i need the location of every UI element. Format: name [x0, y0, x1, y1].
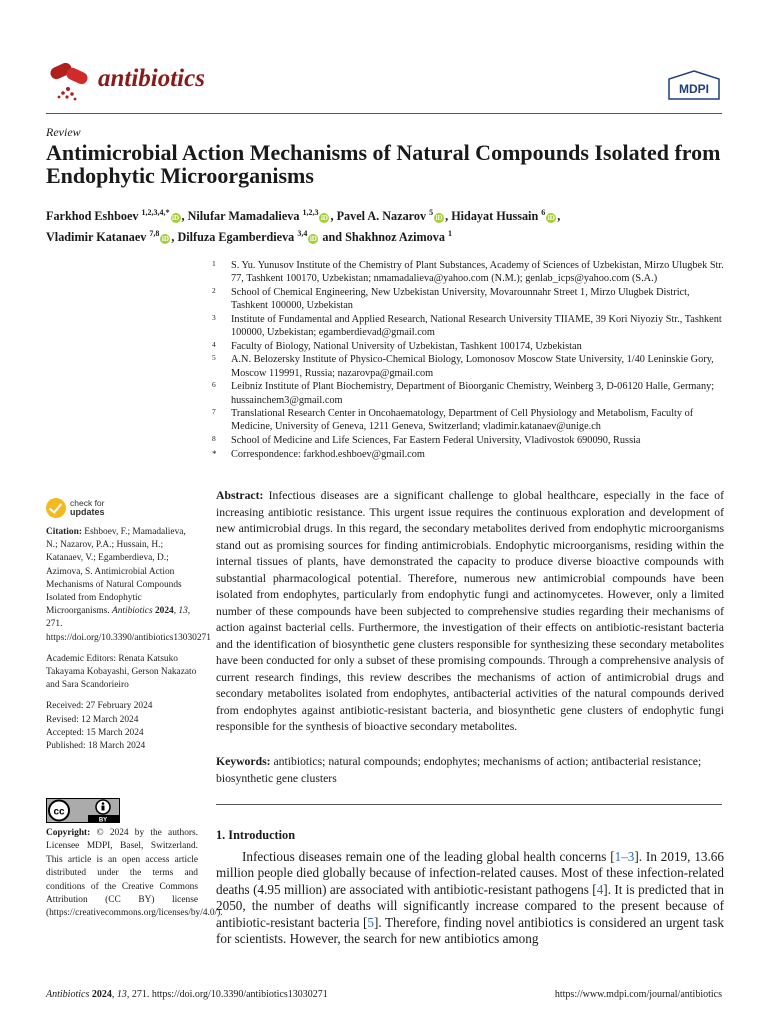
published-date: Published: 18 March 2024: [46, 741, 146, 752]
author-affiliation-marker: 7,8: [149, 229, 160, 239]
section-heading: 1. Introduction: [216, 828, 296, 842]
mdpi-logo-text: MDPI: [679, 82, 709, 96]
author-affiliation-marker: 1,2,3: [302, 208, 319, 217]
author-name[interactable]: Dilfuza Egamberdieva: [177, 230, 295, 245]
check-for-updates-button[interactable]: [46, 497, 136, 521]
affiliation-item: [212, 407, 726, 433]
correspondence-item: [212, 448, 726, 461]
journal-name: antibiotics: [98, 65, 205, 92]
author-list: Farkhod Eshboev $^{1,2,3,4,*}$iD , Nilufar Mamadalieva $^{1,2,3}$iD , Pavel A. Nazarov $^5$iD , Hidayat Hussain $^6$iD , Vladimir Katanaev $^{7,8}$iD , Dilfuza Egamberdieva $^{3,4}$iD and Shakhnoz Azimova $^1$: [46, 208, 561, 245]
affiliation-item: [212, 259, 726, 285]
sidebar: [46, 526, 211, 753]
copyright-text: © 2024 by the authors. Licensee MDPI, Basel, Switzerland. This article is an open access article distributed under the terms and conditions of the Creative Commons Attribution (CC BY) license (https://creativecommons.org/licenses/by/4.0/).: [46, 828, 223, 919]
citation-journal: Antibiotics: [111, 606, 153, 617]
affiliation-item: [212, 380, 726, 406]
citation-text: Eshboev, F.; Mamadalieva, N.; Nazarov, P.A.; Hussain, H.; Katanaev, V.; Egamberdieva, D.; Azimova, S. Antimicrobial Action Mechanisms of Natural Compounds Isolated from Endophytic Microorganisms.: [46, 527, 186, 617]
orcid-icon[interactable]: iD: [172, 214, 179, 223]
intro-text: ]. In 2019, 13.66 million people died globally because of infection-related causes. Most of these infection-related deaths (4.95 million) are associated with antibiotic-resistant pathogens [: [216, 849, 724, 897]
citation-year: 2024: [154, 606, 174, 617]
orcid-icon[interactable]: iD: [320, 214, 328, 223]
affiliation-number: 1: [212, 259, 216, 268]
intro-text: Infectious diseases remain one of the leading global health concerns [: [242, 849, 615, 864]
author-name[interactable]: Nilufar Mamadalieva: [187, 209, 300, 224]
check-updates-line1: check for: [70, 498, 105, 508]
citation-doi-link[interactable]: 271. https://doi.org/10.3390/antibiotics13030271: [46, 619, 211, 643]
affiliation-text: Translational Research Center in Oncohaematology, Department of Cell Physiology and Metabolism, Faculty of Medicine, University of Geneva, 1211 Geneva, Switzerland; vladimir.katanaev@unige.ch: [231, 408, 694, 433]
citation-link[interactable]: 1–3: [614, 849, 635, 864]
abstract-text: Infectious diseases are a significant challenge to global healthcare, especially in the face of increasing antibiotic resistance. This urgent issue requires the continuous exploration and development of new antimicrobial drugs. In this regard, the secondary metabolites derived from endophytic microorganisms stand out as promising sources for finding antimicrobials. Endophytic microorganisms, residing within the internal tissues of plants, have demonstrated the capacity to produce diverse bioactive compounds with substantial pharmacological potential. Therefore, numerous new antimicrobial compounds have been isolated from endophytes, particularly from endophytic fungi and actinomycetes. However, only a limited number of these compounds have been subjected to comprehensive studies regarding their mechanisms of action against bacterial cells. Furthermore, the investigation of their effects on antibiotic-resistant bacteria and the identification of biosynthetic gene clusters responsible for synthesizing these secondary metabolites have been conducted for only a subset of these promising compounds. Through a comprehensive analysis of current research findings, this review describes the mechanisms of action of antimicrobial drugs and secondary metabolites isolated from endophytes, antibacterial activities of the natural compounds derived from endophytes against antibiotic-resistant bacteria, and biosynthetic gene clusters of endophytic fungi responsible for the synthesis of bioactive secondary metabolites.: [216, 489, 724, 733]
affiliation-item: [212, 434, 726, 447]
intro-text: ]. Therefore, finding novel antibiotics is considered an urgent task for scientists. However, the search for new antibiotics among: [216, 914, 724, 947]
author-name[interactable]: Shakhnoz Azimova: [345, 230, 445, 245]
mdpi-logo-icon[interactable]: [668, 70, 720, 100]
author-name[interactable]: Pavel A. Nazarov: [336, 209, 427, 224]
affiliation-number: 2: [212, 285, 216, 295]
cc-by-label: BY: [98, 817, 108, 823]
revised-date: Revised: 12 March 2024: [46, 714, 139, 725]
svg-text:cc: cc: [53, 806, 65, 818]
intro-text: ]. It is predicted that in 2050, the number of deaths will significantly increase compared to the present because of antibiotic-resistant bacteria [: [216, 881, 724, 930]
affiliation-number: 5: [212, 353, 216, 363]
footer-journal: Antibiotics: [46, 989, 90, 1000]
affiliation-text: A.N. Belozersky Institute of Physico-Chemical Biology, Lomonosov Moscow State University, 1/40 Leninskie Gory, Moscow 119991, Russia; nazarovpa@gmail.com: [231, 354, 714, 379]
footer-volume: 13: [116, 989, 127, 1000]
check-updates-line2: updates: [70, 507, 105, 517]
copyright-label: Copyright:: [46, 828, 91, 838]
affiliation-number: 8: [212, 434, 216, 444]
affiliation-item: [212, 353, 726, 379]
affiliation-text: School of Chemical Engineering, New Uzbekistan University, Movarounnahr Street 1, Mirzo Ulugbek District, Tashkent 100000, Uzbekistan: [231, 286, 690, 312]
article-type: Review: [46, 125, 81, 139]
affiliation-number: 4: [212, 339, 216, 349]
affiliation-text: S. Yu. Yunusov Institute of the Chemistry of Plant Substances, Academy of Sciences of Uzbekistan, Mirzo Ulugbek Str. 77, Tashkent 100170, Uzbekistan; nmamadalieva@yahoo.com (N.M.); genlab_icps@yahoo.com (S.A.): [231, 260, 724, 285]
introduction-paragraph: [216, 849, 724, 947]
affiliation-text: Leibniz Institute of Plant Biochemistry, Department of Bioorganic Chemistry, Weinberg 3, D-06120 Halle, Germany; hussainchem3@gmail.com: [231, 381, 715, 406]
citation-volume: 13: [178, 606, 188, 617]
abstract-label: Abstract:: [216, 489, 264, 502]
author-name[interactable]: Hidayat Hussain: [451, 209, 539, 224]
accepted-date: Accepted: 15 March 2024: [46, 727, 144, 738]
footer-doi-link[interactable]: , 271. https://doi.org/10.3390/antibiotics13030271: [126, 989, 328, 1000]
footer-year: 2024: [91, 989, 112, 1000]
affiliation-item: [212, 313, 726, 339]
orcid-icon[interactable]: iD: [547, 214, 555, 223]
author-affiliation-marker: 1,2,3,4,*: [141, 208, 170, 217]
copyright-notice: [46, 827, 223, 921]
citation-link[interactable]: 5: [367, 914, 374, 930]
affiliation-item: [212, 286, 726, 312]
citation-block: Citation: Eshboev, F.; Mamadalieva, N.; Nazarov, P.A.; Hussain, H.; Katanaev, V.; Egamberdieva, D.; Azimova, S. Antimicrobial Action Mechanisms of Natural Compounds Isolated from Endophytic Microorganisms. Antibiotics 2024, 13, 271. https://doi.org/10.3390/antibiotics13030271: [46, 527, 211, 643]
abstract: [216, 488, 724, 736]
author-affiliation-marker: 1: [448, 229, 453, 239]
author-affiliation-marker: 3,4: [297, 229, 308, 239]
article-title: Antimicrobial Action Mechanisms of Natural Compounds Isolated from Endophytic Microorganisms: [46, 140, 721, 188]
dates-block: [46, 700, 198, 753]
check-icon: [46, 498, 66, 518]
header-divider: [46, 113, 722, 114]
orcid-icon[interactable]: iD: [309, 235, 317, 244]
author-name[interactable]: Farkhod Eshboev: [46, 209, 139, 224]
orcid-icon[interactable]: iD: [435, 214, 443, 223]
academic-editors: Academic Editors: Renata Katsuko Takayama Kobayashi, Gerson Nakazato and Sara Scandorieiro: [46, 653, 197, 691]
received-date: Received: 27 February 2024: [46, 701, 153, 712]
correspondence-text: Correspondence: farkhod.eshboev@gmail.com: [231, 448, 425, 460]
author-affiliation-marker: 6: [541, 208, 546, 217]
journal-logo-icon: [46, 62, 92, 102]
keywords-text: antibiotics; natural compounds; endophytes; mechanisms of action; antibacterial resistance; biosynthetic gene clusters: [216, 755, 702, 785]
author-name[interactable]: Vladimir Katanaev: [46, 230, 147, 245]
affiliation-text: School of Medicine and Life Sciences, Far Eastern Federal University, Vladivostok 690090, Russia: [231, 435, 641, 447]
affiliation-text: Faculty of Biology, National University of Uzbekistan, Tashkent 100174, Uzbekistan: [231, 340, 582, 352]
affiliation-number: 7: [212, 407, 216, 417]
cc-by-license-icon[interactable]: [46, 798, 120, 823]
footer-citation: Antibiotics 2024, 13, 271. https://doi.org/10.3390/antibiotics13030271: [46, 989, 328, 1000]
orcid-icon[interactable]: iD: [161, 235, 169, 244]
affiliation-number: 3: [212, 312, 216, 322]
affiliation-number: 6: [212, 380, 216, 390]
footer-journal-url[interactable]: https://www.mdpi.com/journal/antibiotics: [554, 989, 722, 1000]
affiliation-item: [212, 340, 726, 353]
affiliation-text: Institute of Fundamental and Applied Research, National Research University TIIAME, 39 Kori Niyoziy Str., Tashkent 100000, Uzbekistan; egamberdievad@gmail.com: [231, 313, 722, 339]
affiliation-list: [212, 259, 726, 462]
keywords: [216, 754, 724, 787]
keywords-label: Keywords:: [216, 755, 271, 768]
section-divider: [216, 804, 722, 805]
author-conjunction: and: [322, 230, 343, 245]
citation-label: Citation:: [46, 527, 82, 537]
citation-link[interactable]: 4: [596, 881, 604, 897]
author-affiliation-marker: 5: [429, 208, 434, 217]
correspondence-marker: *: [212, 448, 217, 459]
